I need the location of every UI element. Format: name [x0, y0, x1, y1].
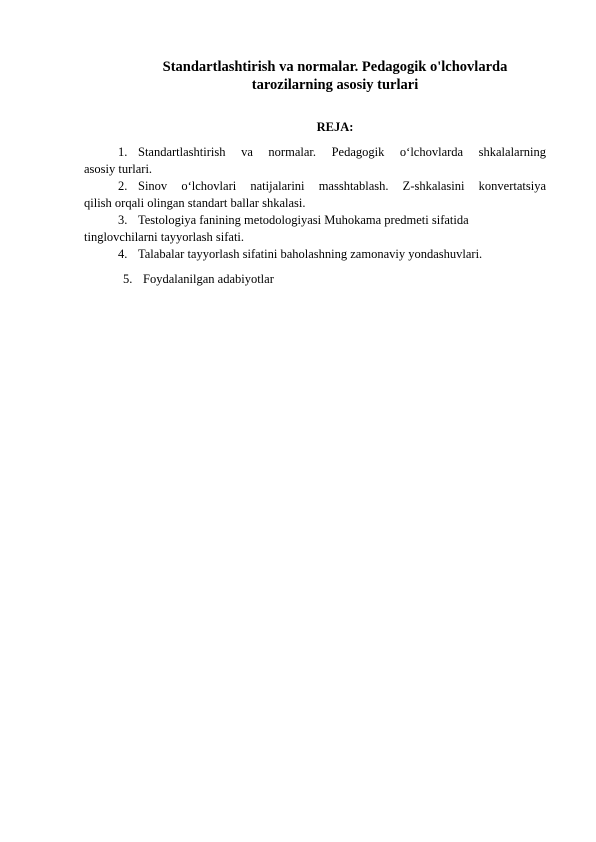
- document-title-line-2: tarozilarning asosiy turlari: [251, 77, 419, 93]
- plan-item-2-number: 2.: [118, 179, 128, 193]
- plan-item-2-line-1: [84, 178, 546, 195]
- document-title-line-1: Standartlashtirish va normalar. Pedagogik o'lchovlarda: [162, 59, 508, 75]
- plan-item-3: [84, 212, 546, 246]
- plan-item-4-number: 4.: [118, 247, 128, 261]
- plan-item-5-text: Foydalanilgan adabiyotlar: [143, 272, 274, 286]
- plan-item-1-line-1: [84, 144, 546, 161]
- plan-item-1: [84, 144, 546, 178]
- plan-item-1-line-2: asosiy turlari.: [84, 162, 153, 176]
- plan-item-1-number: 1.: [118, 145, 128, 159]
- plan-item-2: [84, 178, 546, 212]
- plan-item-3-line-2: tinglovchilarni tayyorlash sifati.: [84, 230, 245, 244]
- plan-heading: REJA:: [316, 120, 354, 134]
- plan-item-4: [84, 246, 546, 263]
- plan-item-4-line-1: [84, 246, 546, 263]
- plan-item-3-number: 3.: [118, 213, 128, 227]
- plan-item-1-text: Standartlashtirish va normalar. Pedagogik o‘lchovlarda shkalalarning: [138, 145, 546, 159]
- plan-item-2-line-2: qilish orqali olingan standart ballar shkalasi.: [84, 196, 306, 210]
- plan-item-4-text: Talabalar tayyorlash sifatini baholashning zamonaviy yondashuvlari.: [138, 247, 483, 261]
- plan-item-5-number: 5.: [123, 272, 133, 286]
- plan-item-5: [123, 271, 274, 288]
- plan-item-2-text: Sinov o‘lchovlari natijalarini masshtablash. Z-shkalasini konvertatsiya: [138, 179, 546, 193]
- plan-item-3-line-1: [84, 212, 546, 229]
- plan-item-3-text: Testologiya fanining metodologiyasi Muhokama predmeti sifatida: [138, 213, 469, 227]
